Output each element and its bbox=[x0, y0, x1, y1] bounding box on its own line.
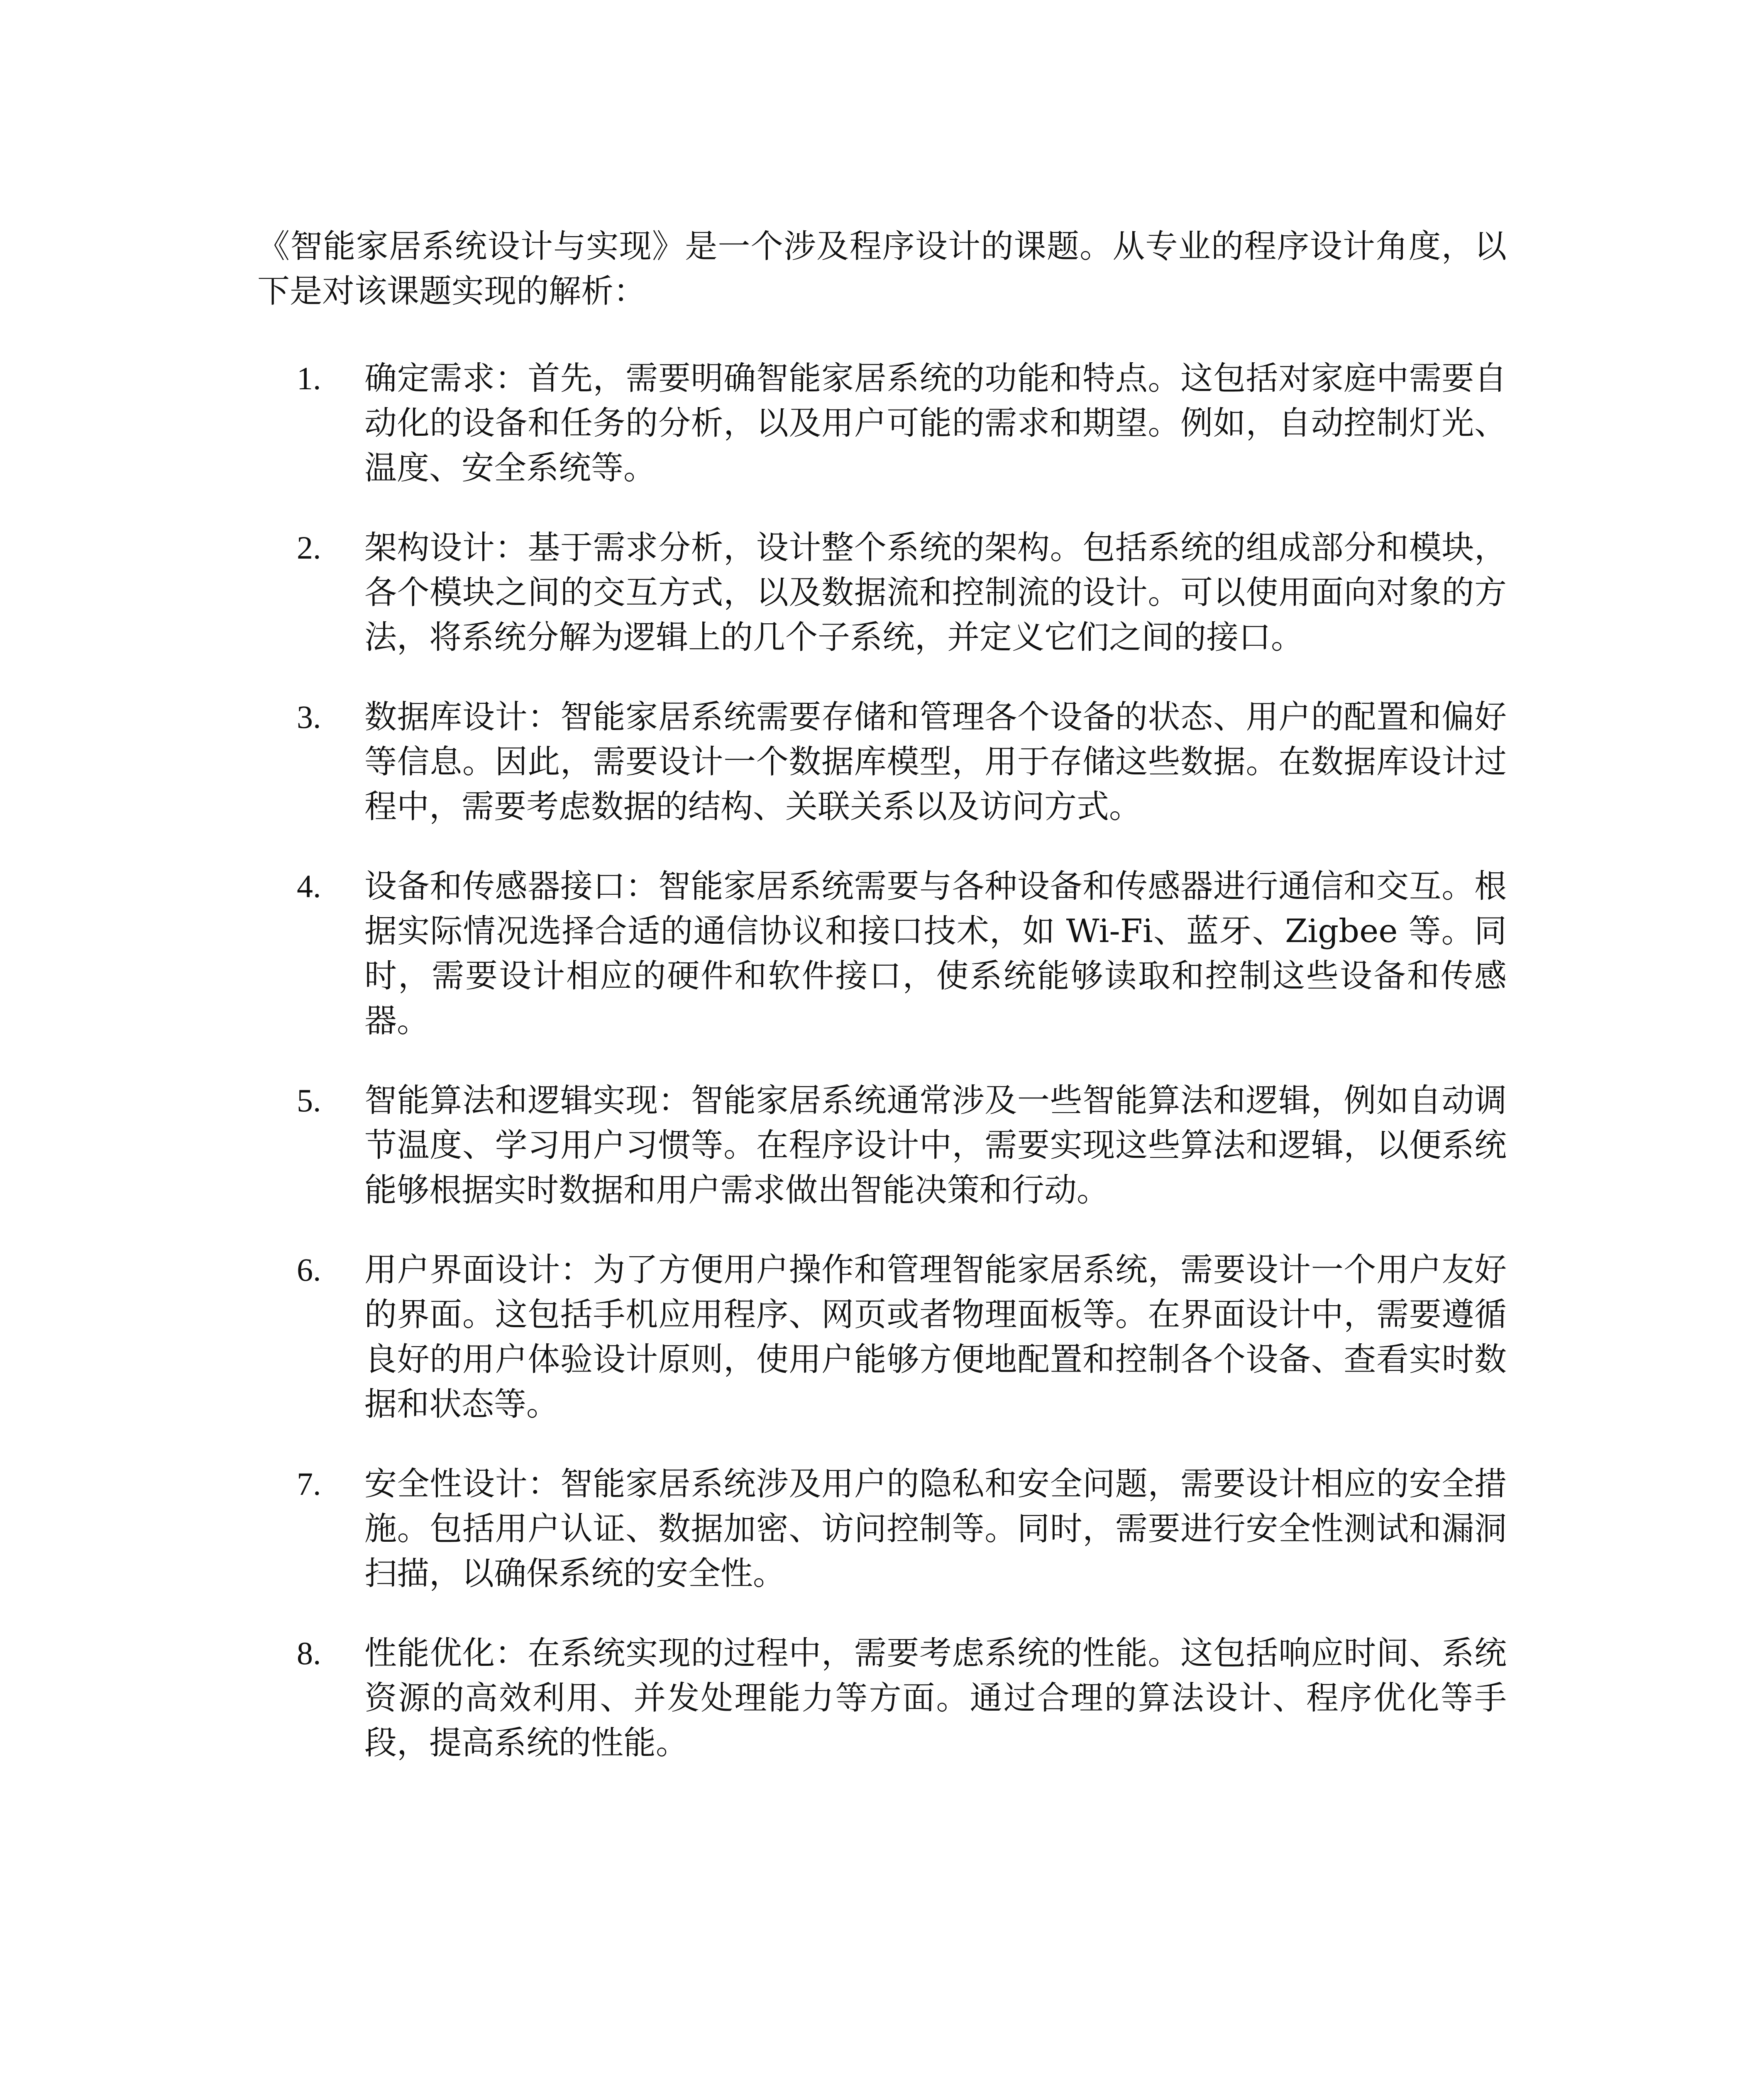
list-item-text: 确定需求：首先，需要明确智能家居系统的功能和特点。这包括对家庭中需要自动化的设备和任务的分析，以及用户可能的需求和期望。例如，自动控制灯光、温度、安全系统等。 bbox=[364, 360, 1507, 487]
list-item bbox=[257, 1462, 1507, 1596]
list-item bbox=[257, 1247, 1507, 1427]
intro-paragraph: 《智能家居系统设计与实现》是一个涉及程序设计的课题。从专业的程序设计角度，以下是对该课题实现的解析： bbox=[257, 228, 1507, 310]
list-item-number: 7. bbox=[297, 1466, 321, 1502]
list-item-number: 4. bbox=[297, 868, 321, 904]
list-item bbox=[257, 1078, 1507, 1213]
list-item bbox=[257, 695, 1507, 829]
list-item-text: 安全性设计：智能家居系统涉及用户的隐私和安全问题，需要设计相应的安全措施。包括用户认证、数据加密、访问控制等。同时，需要进行安全性测试和漏洞扫描，以确保系统的安全性。 bbox=[364, 1465, 1507, 1592]
list-item-text: 设备和传感器接口：智能家居系统需要与各种设备和传感器进行通信和交互。根据实际情况选择合适的通信协议和接口技术，如 Wi-Fi、蓝牙、Zigbee 等。同时，需要设计相应的硬件和软件接口，使系统能够读取和控制这些设备和传感器。 bbox=[364, 868, 1507, 1040]
list-item bbox=[257, 1631, 1507, 1765]
list-item-number: 3. bbox=[297, 699, 321, 735]
list-item bbox=[257, 525, 1507, 660]
list-item-text: 用户界面设计：为了方便用户操作和管理智能家居系统，需要设计一个用户友好的界面。这包括手机应用程序、网页或者物理面板等。在界面设计中，需要遵循良好的用户体验设计原则，使用户能够方便地配置和控制各个设备、查看实时数据和状态等。 bbox=[364, 1251, 1507, 1423]
list-item-number: 5. bbox=[297, 1082, 321, 1118]
document-body bbox=[257, 224, 1507, 1800]
list-item-text: 性能优化：在系统实现的过程中，需要考虑系统的性能。这包括响应时间、系统资源的高效利用、并发处理能力等方面。通过合理的算法设计、程序优化等手段，提高系统的性能。 bbox=[364, 1635, 1507, 1762]
list-item bbox=[257, 356, 1507, 491]
list-item bbox=[257, 864, 1507, 1043]
list-item-text: 架构设计：基于需求分析，设计整个系统的架构。包括系统的组成部分和模块，各个模块之间的交互方式，以及数据流和控制流的设计。可以使用面向对象的方法，将系统分解为逻辑上的几个子系统，并定义它们之间的接口。 bbox=[364, 529, 1507, 656]
numbered-list bbox=[257, 356, 1507, 1765]
list-item-text: 数据库设计：智能家居系统需要存储和管理各个设备的状态、用户的配置和偏好等信息。因此，需要设计一个数据库模型，用于存储这些数据。在数据库设计过程中，需要考虑数据的结构、关联关系以及访问方式。 bbox=[364, 698, 1507, 825]
list-item-number: 6. bbox=[297, 1252, 321, 1288]
list-item-number: 1. bbox=[297, 360, 321, 396]
list-item-number: 8. bbox=[297, 1635, 321, 1671]
list-item-text: 智能算法和逻辑实现：智能家居系统通常涉及一些智能算法和逻辑，例如自动调节温度、学习用户习惯等。在程序设计中，需要实现这些算法和逻辑，以便系统能够根据实时数据和用户需求做出智能决策和行动。 bbox=[364, 1082, 1507, 1209]
list-item-number: 2. bbox=[297, 530, 321, 566]
